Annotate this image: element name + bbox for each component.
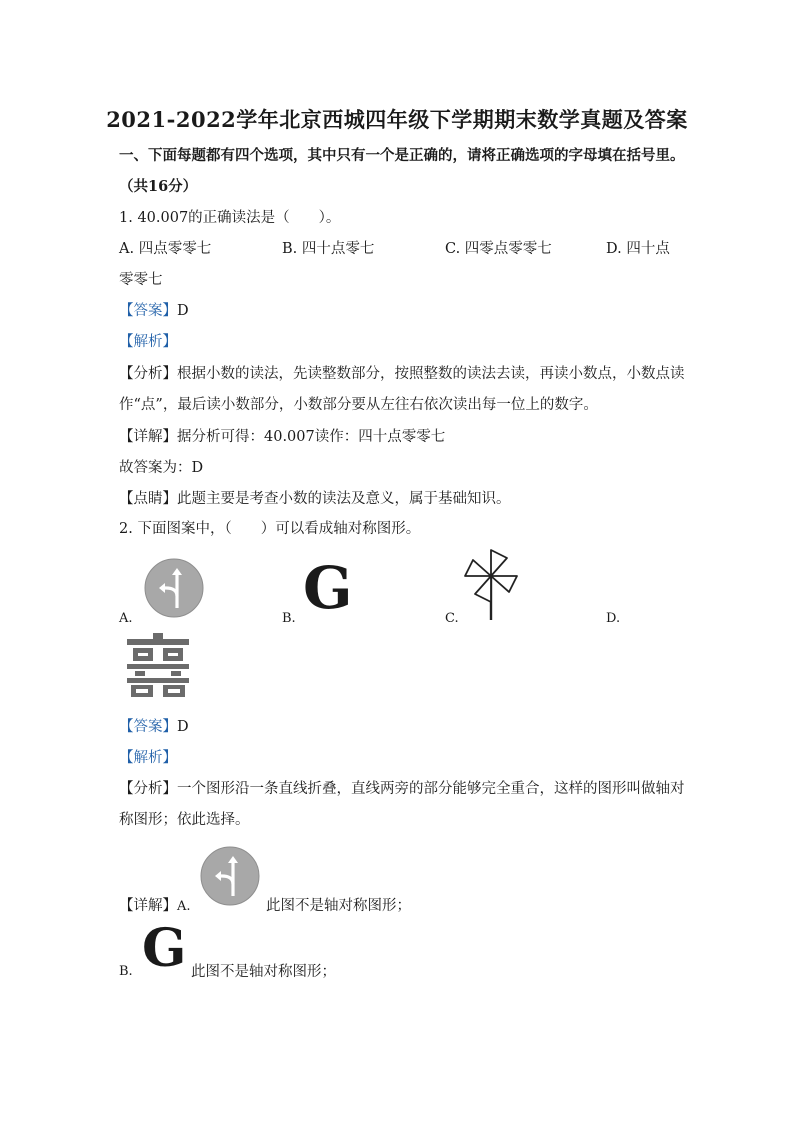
fenxi-text: 根据小数的读法，先读整数部分，按照整数的读法去读，再读小数点，小数点读 <box>177 366 685 382</box>
dianjing-tag: 【点睛】 <box>119 491 177 507</box>
q2-detail-b-label: B. <box>119 964 133 979</box>
q1-conclusion: 故答案为：D <box>119 460 204 476</box>
q1-dianjing <box>119 489 511 509</box>
fenxi-text: 一个图形沿一条直线折叠，直线两旁的部分能够完全重合，这样的图形叫做轴对 <box>177 781 685 797</box>
q2-option-c-label: C. <box>445 611 459 626</box>
dianjing-text: 此题主要是考查小数的读法及意义，属于基础知识。 <box>177 491 511 507</box>
q2-fenxi <box>119 779 685 799</box>
section-heading: 一、下面每题都有四个选项，其中只有一个是正确的，请将正确选项的字母填在括号里。 <box>119 147 685 164</box>
q1-option-d: D. 四十点 <box>606 241 670 257</box>
answer-tag: 【答案】 <box>119 719 177 735</box>
q1-detail <box>119 427 445 447</box>
q1-analysis-tag: 【解析】 <box>119 334 177 350</box>
page-title: 2021-2022学年北京西城四年级下学期期末数学真题及答案 <box>106 107 688 132</box>
fenxi-tag: 【分析】 <box>119 366 177 382</box>
q2-analysis-tag: 【解析】 <box>119 750 177 766</box>
q2-detail-a-text: 此图不是轴对称图形； <box>266 898 411 914</box>
pinwheel-icon <box>463 546 519 622</box>
q1-option-a: A. 四点零零七 <box>119 241 212 257</box>
q2-answer <box>119 717 189 737</box>
answer-value: D <box>177 303 189 319</box>
q1-fenxi-line2: 作“点”，最后读小数部分，小数部分要从左往右依次读出每一位上的数字。 <box>119 397 598 413</box>
q1-option-b: B. 四十点零七 <box>282 241 375 257</box>
double-happiness-icon <box>127 633 189 697</box>
q2-detail-a <box>119 896 191 917</box>
letter-g-figure: G <box>142 918 187 979</box>
q1-option-d-continued: 零零七 <box>119 272 163 288</box>
q2-fenxi-line2: 称图形；依此选择。 <box>119 812 250 828</box>
fork-arrow-sign-icon <box>144 558 204 618</box>
fenxi-tag: 【分析】 <box>119 781 177 797</box>
q1-answer <box>119 301 189 321</box>
answer-tag: 【答案】 <box>119 303 177 319</box>
q1-question: 1. 40.007的正确读法是（ ）。 <box>119 210 341 226</box>
q2-detail-b-text: 此图不是轴对称图形； <box>191 964 336 980</box>
q1-fenxi <box>119 364 685 384</box>
letter-g-figure: G <box>303 554 353 622</box>
detail-text: 据分析可得：40.007读作：四十点零零七 <box>177 429 446 445</box>
q2-option-d-label: D. <box>606 611 621 626</box>
detail-tag: 【详解】 <box>119 898 177 914</box>
fork-arrow-sign-icon <box>200 846 260 906</box>
q2-option-b-label: B. <box>282 611 296 626</box>
answer-value: D <box>177 719 189 735</box>
section-points: （共16分） <box>119 178 198 195</box>
q2-option-a-label: A. <box>119 611 133 626</box>
detail-tag: 【详解】 <box>119 429 177 445</box>
q2-question: 2. 下面图案中，（ ）可以看成轴对称图形。 <box>119 521 421 537</box>
q1-option-c: C. 四零点零零七 <box>445 241 552 257</box>
detail-a-label: A. <box>177 899 191 914</box>
